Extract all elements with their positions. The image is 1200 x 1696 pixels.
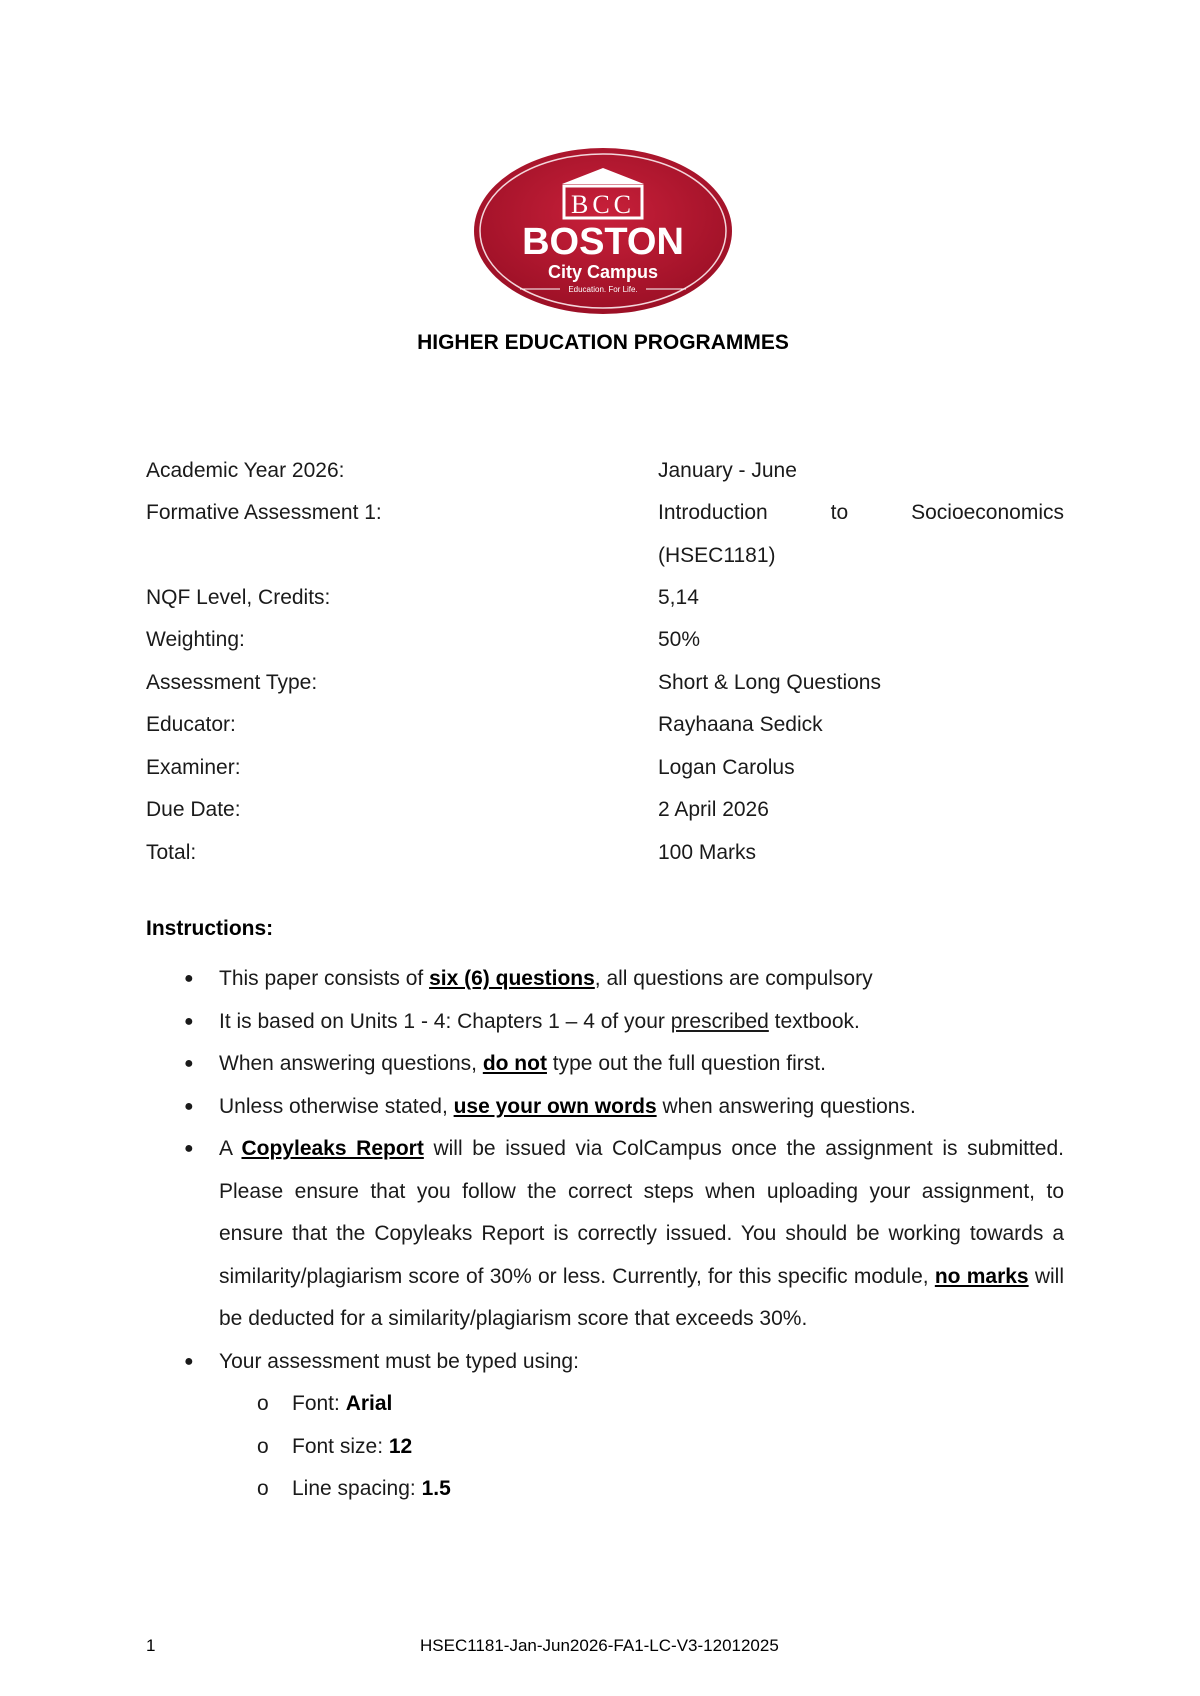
text: Unless otherwise stated,	[219, 1094, 454, 1118]
page-heading: HIGHER EDUCATION PROGRAMMES	[417, 331, 789, 354]
text: It is based on Units 1 - 4: Chapters 1 – 4 of your	[219, 1009, 671, 1033]
text: textbook.	[768, 1009, 860, 1033]
sub-item	[219, 1383, 1064, 1426]
detail-label: Academic Year 2026:	[146, 459, 345, 482]
emphasis: no marks	[934, 1264, 1029, 1288]
value: 1.5	[421, 1477, 451, 1500]
text: When answering questions,	[219, 1052, 483, 1075]
page-number: 1	[146, 1636, 156, 1655]
sub-item	[219, 1468, 1064, 1511]
detail-label: Assessment Type:	[146, 671, 318, 694]
bullet-icon: ●	[184, 1140, 194, 1157]
text: type out the full question first.	[546, 1052, 826, 1075]
instruction-item	[146, 958, 1064, 1001]
document-code: HSEC1181-Jan-Jun2026-FA1-LC-V3-12012025	[420, 1636, 779, 1655]
emphasis: prescribed	[670, 1009, 769, 1033]
detail-label: Weighting:	[146, 628, 245, 651]
detail-value: Rayhaana Sedick	[658, 713, 823, 736]
detail-value: Introduction to Socioeconomics	[658, 501, 1064, 524]
format-requirements	[219, 1383, 1064, 1511]
circle-bullet-icon: o	[257, 1434, 269, 1458]
detail-value: Logan Carolus	[658, 756, 795, 779]
detail-label: Formative Assessment 1:	[146, 501, 382, 524]
instructions-title: Instructions:	[146, 917, 274, 940]
detail-label: Total:	[146, 841, 197, 864]
bullet-icon: ●	[184, 1097, 194, 1115]
bullet-icon: ●	[184, 1012, 194, 1030]
instruction-item	[146, 1128, 1064, 1341]
svg-text:BOSTON: BOSTON	[522, 221, 684, 263]
instructions-list	[146, 958, 1064, 1511]
bullet-icon: ●	[184, 1352, 194, 1370]
text: Font size:	[292, 1434, 389, 1458]
text: when answering questions.	[656, 1094, 916, 1118]
instruction-item	[146, 1086, 1064, 1129]
detail-label: Due Date:	[146, 798, 241, 821]
instruction-item	[146, 1001, 1064, 1044]
text: This paper consists of	[219, 967, 430, 990]
value: 12	[388, 1434, 413, 1458]
boston-city-campus-logo	[472, 146, 734, 316]
text: Font:	[292, 1392, 346, 1415]
emphasis: six (6) questions	[429, 967, 595, 990]
sub-item	[219, 1426, 1064, 1469]
instruction-item	[146, 1341, 1064, 1511]
value: Arial	[345, 1392, 393, 1415]
text: will be deducted for a similarity/plagiarism score that exceeds 30%.	[219, 1264, 1064, 1330]
text: Your assessment must be typed using:	[219, 1349, 579, 1373]
detail-value: 2 April 2026	[658, 798, 769, 821]
bullet-icon: ●	[184, 1055, 194, 1072]
circle-bullet-icon: o	[257, 1477, 269, 1500]
bullet-icon: ●	[184, 970, 194, 987]
text: , all questions are compulsory	[594, 967, 873, 990]
emphasis: use your own words	[453, 1094, 657, 1118]
circle-bullet-icon: o	[257, 1392, 269, 1415]
detail-label: Examiner:	[146, 756, 241, 779]
svg-text:BCC: BCC	[570, 190, 636, 219]
detail-value: 100 Marks	[658, 841, 757, 864]
svg-text:Education. For Life.: Education. For Life.	[568, 285, 638, 294]
detail-value: 5,14	[658, 586, 699, 609]
emphasis: do not	[482, 1052, 547, 1075]
detail-label: NQF Level, Credits:	[146, 586, 331, 609]
detail-value: January - June	[658, 459, 797, 482]
emphasis: Copyleaks Report	[241, 1137, 424, 1160]
detail-value: Short & Long Questions	[658, 671, 881, 694]
instruction-item	[146, 1043, 1064, 1086]
text: Line spacing:	[292, 1477, 422, 1500]
detail-label: Educator:	[146, 713, 236, 736]
svg-text:City Campus: City Campus	[547, 262, 659, 282]
detail-value: 50%	[658, 628, 701, 651]
text: will be issued via ColCampus once the assignment is submitted. Please ensure that you follow the correct steps when uploading your assignment, to ensure that the Copyleaks Report is correctly issued. You should be working towards a similarity/plagiarism score of 30% or less. Currently, for this specific module,	[219, 1137, 1064, 1288]
detail-value-code: (HSEC1181)	[658, 544, 776, 567]
text: A	[219, 1137, 242, 1160]
